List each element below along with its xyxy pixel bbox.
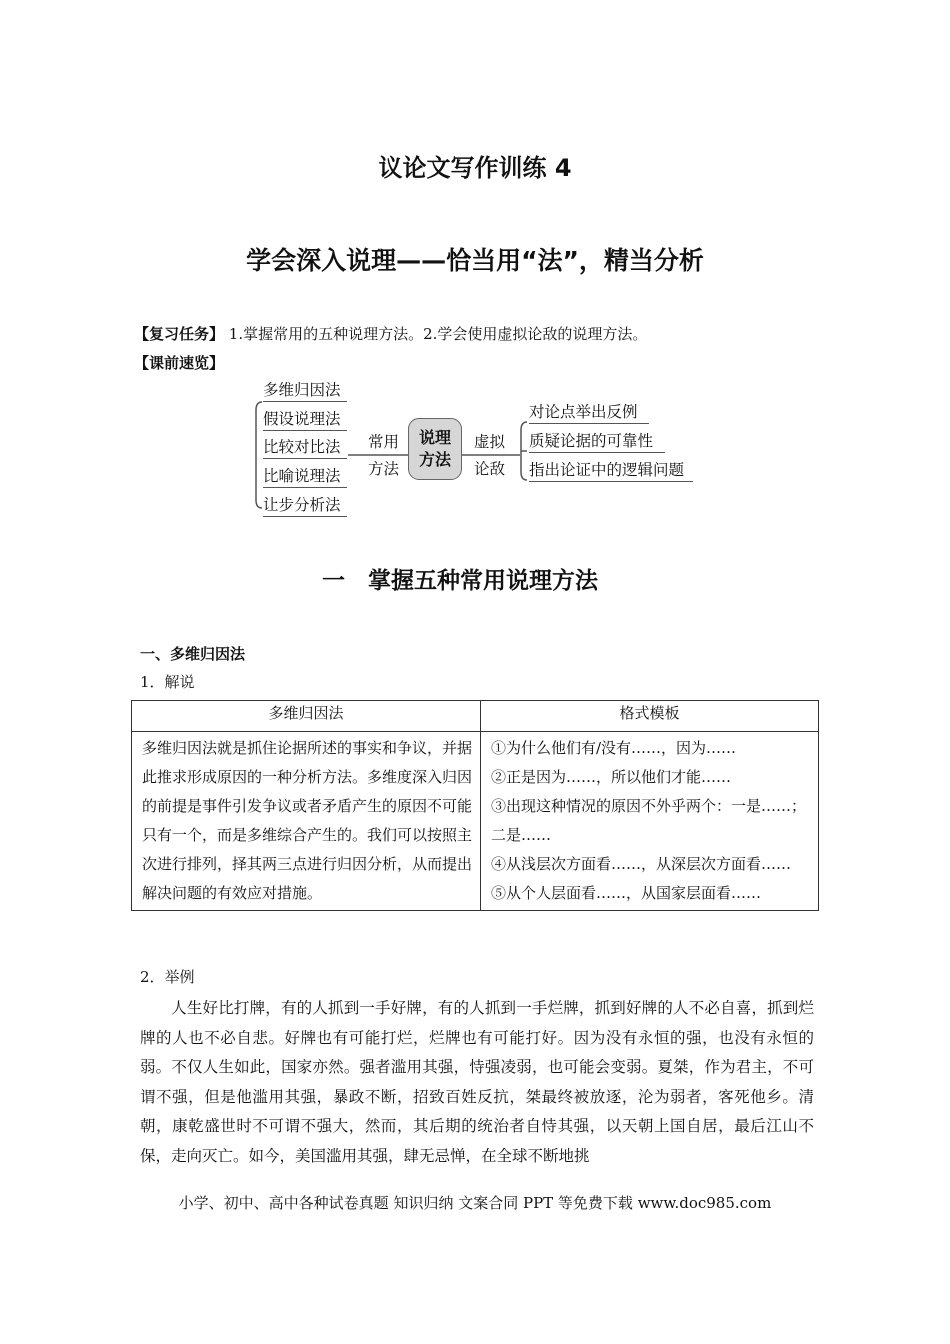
example-text: 人生好比打牌，有的人抓到一手好牌，有的人抓到一手烂牌，抓到好牌的人不必自喜，抓到烂牌的人也不必自悲。好牌也有可能打烂，烂牌也有可能打好。因为没有永恒的强，也没有永恒的弱。不仅人生如此，国家亦然。强者滥用其强，恃强凌弱，也可能会变弱。夏桀，作为君主，不可谓不强，但是他滥用其强，暴政不断，招致百姓反抗，桀最终被放逐，沦为弱者，客死他乡。清朝，康乾盛世时不可谓不强大，然而，其后期的统治者自恃其强，以天朝上国自居，最后江山不保，走向灭亡。如今，美国滥用其强，肆无忌惮，在全球不断地挑 — [140, 999, 814, 1165]
mindmap-item-left-4: 比喻说理法 — [263, 466, 347, 488]
review-task-text: 1.掌握常用的五种说理方法。2.学会使用虚拟论敌的说理方法。 — [228, 325, 648, 343]
template-table — [131, 700, 819, 911]
mindmap-item-left-3: 比较对比法 — [263, 437, 347, 459]
table-header-template: 格式模板 — [481, 701, 819, 732]
template-item: ②正是因为……，所以他们才能…… — [491, 768, 732, 786]
template-item: ④从浅层次方面看……，从深层次方面看…… — [491, 855, 792, 873]
mindmap-center-node — [408, 418, 462, 480]
table-header-row — [132, 701, 819, 732]
example-heading: 2．举例 — [140, 968, 195, 986]
mindmap-left-label-1: 常用 — [368, 433, 400, 451]
explain-heading: 1．解说 — [140, 673, 195, 691]
mindmap-right-label-1: 虚拟 — [474, 433, 506, 451]
subsection-heading: 一、多维归因法 — [140, 645, 246, 663]
mindmap-item-right-3: 指出论证中的逻辑问题 — [529, 460, 693, 482]
template-list — [481, 732, 819, 911]
review-task-label: 【复习任务】 — [134, 325, 225, 343]
mindmap-right-label-2: 论敌 — [474, 460, 506, 478]
mindmap-item-left-5: 让步分析法 — [263, 495, 347, 517]
template-item: ③出现这种情况的原因不外乎两个：一是……；二是…… — [491, 797, 807, 844]
mindmap-left-label-2: 方法 — [368, 460, 400, 478]
page-subtitle: 学会深入说理——恰当用“法”，精当分析 — [246, 246, 704, 275]
example-paragraph — [140, 994, 814, 1171]
mindmap-item-left-2: 假设说理法 — [263, 409, 347, 431]
preview-label: 【课前速览】 — [134, 354, 225, 372]
review-task — [134, 323, 647, 344]
page-title: 议论文写作训练 4 — [378, 154, 572, 182]
table-header-method: 多维归因法 — [132, 701, 481, 732]
mindmap-center-line-1: 说理 — [418, 428, 451, 447]
mindmap-item-right-2: 质疑论据的可靠性 — [529, 431, 665, 453]
template-item: ①为什么他们有/没有……，因为…… — [491, 739, 737, 757]
mindmap-center-line-2: 方法 — [418, 450, 451, 469]
template-item: ⑤从个人层面看……，从国家层面看…… — [491, 884, 762, 902]
section-heading: 一 掌握五种常用说理方法 — [322, 568, 598, 594]
page-footer: 小学、初中、高中各种试卷真题 知识归纳 文案合同 PPT 等免费下载 www.doc985.com — [178, 1194, 772, 1212]
mindmap-item-right-1: 对论点举出反例 — [529, 402, 649, 424]
mindmap-item-left-1: 多维归因法 — [263, 380, 347, 402]
method-description: 多维归因法就是抓住论据所述的事实和争议，并据此推求形成原因的一种分析方法。多维度深入归因的前提是事件引发争议或者矛盾产生的原因不可能只有一个，而是多维综合产生的。我们可以按照主次进行排列，择其两三点进行归因分析，从而提出解决问题的有效应对措施。 — [132, 732, 481, 911]
table-row — [132, 732, 819, 911]
